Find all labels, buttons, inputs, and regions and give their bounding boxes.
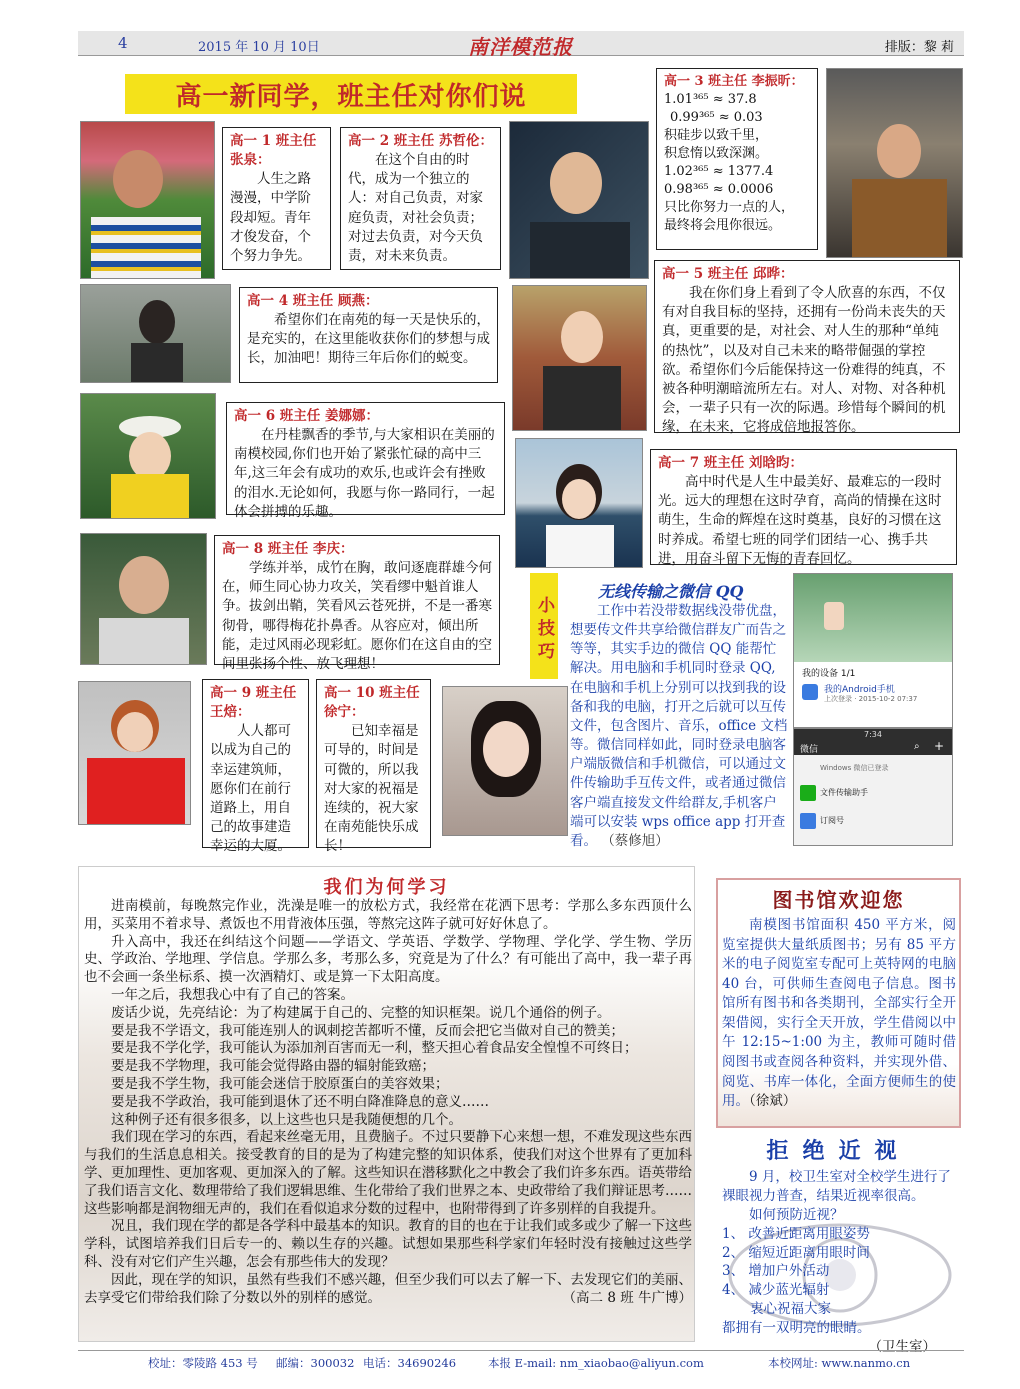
vision-author: （卫生室） — [868, 1339, 936, 1356]
vision-item: 1、 改善近距离用眼姿势 — [722, 1225, 870, 1242]
teacher7-title: 高一 7 班主任 — [658, 455, 745, 471]
tip-author: （蔡修旭） — [601, 832, 669, 849]
article-author: （高二 8 班 牛广博） — [562, 1289, 692, 1306]
vision-question: 如何预防近视？ — [749, 1206, 844, 1223]
teacher2-message — [340, 127, 501, 270]
tip-body: 工作中若没带数据线没带优盘，想要传文件共享给微信群友广而告之等等，其实手边的微信 QQ 能帮忙解决。用电脑和手机同时登录 QQ,在电脑和手机上分别可以找到我的设备和我的电脑，打开之后就可以互传文件，包含图片、音乐，office 文档等。微信同样如此，同时登录电脑客户端版微信和手机微信，可以通过文件传输助手互传文件，或者通过微信客户端直接发文件给群友,手机客户端可以安装 wps office app 打开查看。 — [570, 603, 788, 849]
tip-label: 小技巧 — [530, 573, 558, 679]
teacher10-photo — [442, 686, 568, 836]
teacher1-text: 人生之路漫漫，中学阶段却短。青年才俊发奋，个个努力争先。 — [230, 171, 311, 264]
article-paragraph: 我们现在学习的东西，看起来丝毫无用，且费脑子。不过只要静下心来想一想，不难发现这些东西与我们的生活息息相关。接受教育的目的是为了构建完整的知识体系，使我们对这个世界有了更加科学、更加理性、更加客观、更加深入的了解。这些知识在潜移默化之中教会了我们许多东西。语英带给了我们语言文化、数理带给了我们逻辑思维、生化带给了我们世界之本、史政带给了我们辩证思考……这些影响都是润物细无声的，我们在看似追求分数的过程中，也附带得到了许多别样的自我提升。 — [84, 1129, 692, 1217]
teacher2-title: 高一 2 班主任 — [348, 133, 435, 149]
teacher1-message — [222, 127, 331, 270]
teacher3-line: 最终将会甩你很远。 — [664, 217, 782, 233]
footer-zip: 邮编：300032 — [276, 1356, 355, 1370]
teacher10-text: 已知幸福是可导的，时间是可微的，所以我对大家的祝福是连续的，祝大家在南苑能快乐成长！ — [324, 723, 419, 855]
tip-title: 无线传输之微信 QQ — [598, 582, 744, 601]
teacher9-text: 人人都可以成为自己的幸运建筑师，愿你们在前行道路上，用自己的故事建造幸运的大厦。 — [210, 723, 291, 855]
footer-email[interactable]: 本报 E-mail: nm_xiaobao@aliyun.com — [488, 1356, 704, 1370]
teacher8-title: 高一 8 班主任 — [222, 541, 309, 557]
teacher9-message — [202, 679, 309, 855]
teacher6-message — [226, 402, 505, 520]
footer-bar — [78, 1350, 964, 1372]
teacher5-name: 邱晔： — [753, 266, 794, 282]
vision-item: 2、 缩短近距离用眼时间 — [722, 1244, 870, 1261]
teacher10-title: 高一 10 班主任 — [324, 685, 420, 701]
teacher3-line: 只比你努力一点的人， — [664, 199, 795, 215]
teacher6-name: 姜娜娜： — [325, 408, 379, 424]
teacher3-line: 1.01³⁶⁵ ≈ 37.8 — [664, 91, 757, 107]
teacher7-message — [650, 449, 957, 565]
vision-body — [722, 1168, 958, 1357]
teacher3-photo — [826, 68, 963, 258]
teacher5-photo — [512, 285, 647, 431]
article-paragraph: 要是我不学生物，我可能会迷信于胶原蛋白的美容效果； — [111, 1075, 449, 1092]
subscription-icon — [800, 813, 816, 829]
teacher5-text: 我在你们身上看到了令人欣喜的东西，不仅有对自我目标的坚持，还拥有一份尚未丧失的天真，更重要的是，对社会、对人生的那种“单纯的热忱”，以及对自己未来的略带倔强的掌控欲。希望你们今后能保持这一份难得的纯真，不被各种明潮暗流所左右。对人、对物、对各种机会，一辈子只有一次的际遇。珍惜每个瞬间的机缘，在未来，它将成倍地报答你。 — [662, 285, 946, 436]
teacher1-name: 张泉： — [230, 152, 271, 169]
teacher9-photo — [78, 681, 191, 825]
issue-date: 2015 年 10 月 10日 — [198, 40, 320, 55]
teacher8-photo — [80, 533, 207, 665]
header-bar — [78, 31, 964, 59]
article-paragraph: 升入高中，我还在纠结这个问题——学语文、学英语、学数学、学物理、学化学、学生物、学历史、学政治、学地理、学信息。学那么多，考那么多，究竟是为了什么？有可能出了高中，我一辈子再也不会画一条坐标系、摸一次酒精灯、或是算一下太阳高度。 — [84, 933, 692, 986]
teacher2-photo — [509, 121, 649, 279]
teacher5-title: 高一 5 班主任 — [662, 266, 749, 282]
article-paragraph: 进南模前，每晚熬完作业，洗澡是唯一的放松方式，我经常在花洒下思考：学那么多东西顶什么用，买菜用不着求导、煮饭也不用背液体压强，等熬完这阵子就可好好休息了。 — [84, 898, 692, 932]
teacher3-line: 0.99³⁶⁵ ≈ 0.03 — [670, 109, 763, 125]
article-paragraph: 因此，现在学的知识，虽然有些我们不感兴趣，但至少我们可以去了解一下、去发现它们的美丽、去享受它们带给我们除了分数以外的别样的感觉。 — [84, 1271, 692, 1306]
wechat-row[interactable]: 文件传输助手 — [820, 788, 868, 797]
vision-intro: 9 月，校卫生室对全校学生进行了裸眼视力普查，结果近视率很高。 — [722, 1169, 951, 1204]
teacher8-name: 李庆： — [313, 541, 354, 557]
vision-wish: 衷心祝福大家 — [750, 1301, 831, 1318]
teacher3-line: 0.98³⁶⁵ ≈ 0.0006 — [664, 181, 774, 197]
wechat-search-icon[interactable]: ⌕ — [914, 741, 920, 752]
article-paragraph: 况且，我们现在学的都是各学科中最基本的知识。教育的目的也在于让我们或多或少了解一下这些学科，试图培养我们日后专一的、赖以生存的兴趣。试想如果那些科学家们年轻时没有接触过这些学科、没有对它们产生兴趣，怎会有那些伟大的发现？ — [84, 1218, 692, 1270]
article-paragraph: 一年之后，我想我心中有了自己的答案。 — [111, 986, 354, 1003]
teacher3-line: 积怠惰以致深渊。 — [664, 145, 769, 161]
teacher3-title: 高一 3 班主任 — [664, 74, 748, 89]
footer-address: 校址：零陵路 453 号 — [148, 1356, 258, 1370]
teacher2-name: 苏哲伦： — [439, 133, 493, 149]
teacher3-message — [656, 68, 818, 250]
wechat-time: 7:34 — [864, 730, 882, 739]
article-paragraph: 要是我不学化学，我可能认为添加剂百害而无一利，整天担心着食品安全惶惶不可终日； — [111, 1040, 638, 1057]
footer-phone: 电话：34690246 — [363, 1356, 457, 1370]
teacher4-name: 顾燕： — [338, 293, 379, 309]
article-paragraph: 废话少说，先亮结论：为了构建属于自己的、完整的知识框架。说几个通俗的例子。 — [111, 1004, 611, 1021]
teacher9-name: 王焙： — [210, 704, 251, 721]
tip-text — [570, 602, 789, 851]
article-body — [84, 898, 692, 1307]
library-title: 图书馆欢迎您 — [772, 888, 905, 912]
teacher8-message — [214, 535, 500, 672]
teacher4-photo — [80, 284, 231, 383]
article-title: 我们为何学习 — [323, 877, 450, 898]
teacher5-message — [654, 260, 960, 436]
wechat-app-title: 微信 — [800, 745, 819, 755]
file-transfer-icon — [800, 785, 816, 801]
wechat-add-icon[interactable]: + — [934, 739, 945, 753]
qq-avatar-icon — [824, 602, 844, 630]
article-paragraph: 要是我不学物理，我可能会觉得路由器的辐射能致癌； — [111, 1058, 435, 1075]
editor-credit: 排版：黎 莉 — [884, 40, 954, 55]
library-author: （徐斌） — [749, 1093, 797, 1110]
wechat-row[interactable]: 订阅号 — [820, 816, 844, 825]
teacher3-line: 积硅步以致千里， — [664, 127, 769, 143]
teacher6-text: 在丹桂飘香的季节,与大家相识在美丽的南模校园,你们也开始了紧张忙碌的高中三年,这三年会有成功的欢乐,也或许会有挫败的泪水.无论如何，我愿与你一路同行，一起体会拼搏的乐趣。 — [234, 427, 495, 520]
teacher10-name: 徐宁： — [324, 704, 365, 721]
masthead-logo: 南洋模范报 — [468, 35, 573, 59]
footer-website[interactable]: 本校网址: www.nanmo.cn — [768, 1356, 911, 1370]
vision-item: 3、 增加户外活动 — [722, 1263, 830, 1280]
page-headline-text: 高一新同学，班主任对你们说 — [175, 82, 527, 112]
teacher3-line: 1.02³⁶⁵ ≈ 1377.4 — [664, 163, 774, 179]
wechat-row[interactable]: Windows 微信已登录 — [820, 764, 889, 772]
teacher2-text: 在这个自由的时代，成为一个独立的人：对自己负责，对家庭负责，对社会负责；对过去负责，对今天负责，对未来负责。 — [348, 152, 483, 264]
teacher1-photo — [80, 121, 215, 279]
vision-item: 4、 减少蓝光辐射 — [722, 1282, 830, 1299]
teacher4-title: 高一 4 班主任 — [247, 293, 334, 309]
teacher7-photo — [515, 438, 643, 568]
vision-title: 拒绝近视 — [766, 1138, 911, 1164]
android-phone-icon — [802, 684, 818, 700]
teacher6-title: 高一 6 班主任 — [234, 408, 321, 424]
library-body: 南模图书馆面积 450 平方米，阅览室提供大量纸质图书；另有 85 平方米的电子阅览室专配可上英特网的电脑 40 台，可供师生查阅电子信息。图书馆所有图书和各类期刊，全部实行全开架借阅，实行全天开放，学生借阅以中午 12:15~1:00 为主，教师可随时借阅图书或查阅各种资料，并实现外借、阅览、书库一体化，全面方便师生的使用。 — [722, 917, 956, 1110]
page-number: 4 — [118, 34, 128, 52]
teacher9-title: 高一 9 班主任 — [210, 685, 297, 701]
qq-screenshot — [793, 573, 953, 728]
wechat-screenshot — [793, 728, 953, 846]
article-paragraph: 要是我不学语文，我可能连别人的讽刺挖苦都听不懂，反而会把它当做对自己的赞美； — [111, 1022, 624, 1039]
teacher8-text: 学练并举，成竹在胸，敢问逐鹿群雄今何在，师生同心协力攻关，笑看缪中魁首谁人争。拔剑出鞘，笑看风云苍死拼，不是一番寒彻骨，哪得梅花扑鼻香。从容应对，倾出所能，走过风雨必现彩虹。愿你们在这自由的空间里张扬个性、放飞理想！ — [222, 560, 492, 672]
teacher3-name: 李振昕： — [751, 74, 804, 89]
qq-last-login: 上次登录 · 2015-10-2 07:37 — [824, 695, 918, 703]
qq-device-group: 我的设备 1/1 — [802, 669, 856, 679]
teacher4-text: 希望你们在南苑的每一天是快乐的，是充实的，在这里能收获你们的梦想与成长，加油吧！期待三年后你们的蜕变。 — [247, 312, 490, 367]
teacher6-photo — [80, 393, 216, 519]
teacher4-message — [239, 287, 498, 383]
vision-wish: 都拥有一双明亮的眼睛。 — [722, 1320, 871, 1337]
article-paragraph: 要是我不学政治，我可能到退休了还不明白降准降息的意义…… — [111, 1093, 489, 1110]
teacher7-text: 高中时代是人生中最美好、最难忘的一段时光。远大的理想在这时孕育，高尚的情操在这时萌生，生命的辉煌在这时奠基，良好的习惯在这时养成。希望七班的同学们团结一心、携手共进，用奋斗留下无悔的青春回忆。 — [658, 474, 942, 567]
teacher7-name: 刘晗昀： — [749, 455, 803, 471]
library-text — [722, 916, 956, 1112]
qq-device-name[interactable]: 我的Android手机 — [824, 685, 895, 695]
article-paragraph: 这种例子还有很多很多，以上这些也只是我随便想的几个。 — [111, 1111, 462, 1128]
teacher1-title: 高一 1 班主任 — [230, 133, 317, 149]
teacher10-message — [316, 679, 431, 855]
